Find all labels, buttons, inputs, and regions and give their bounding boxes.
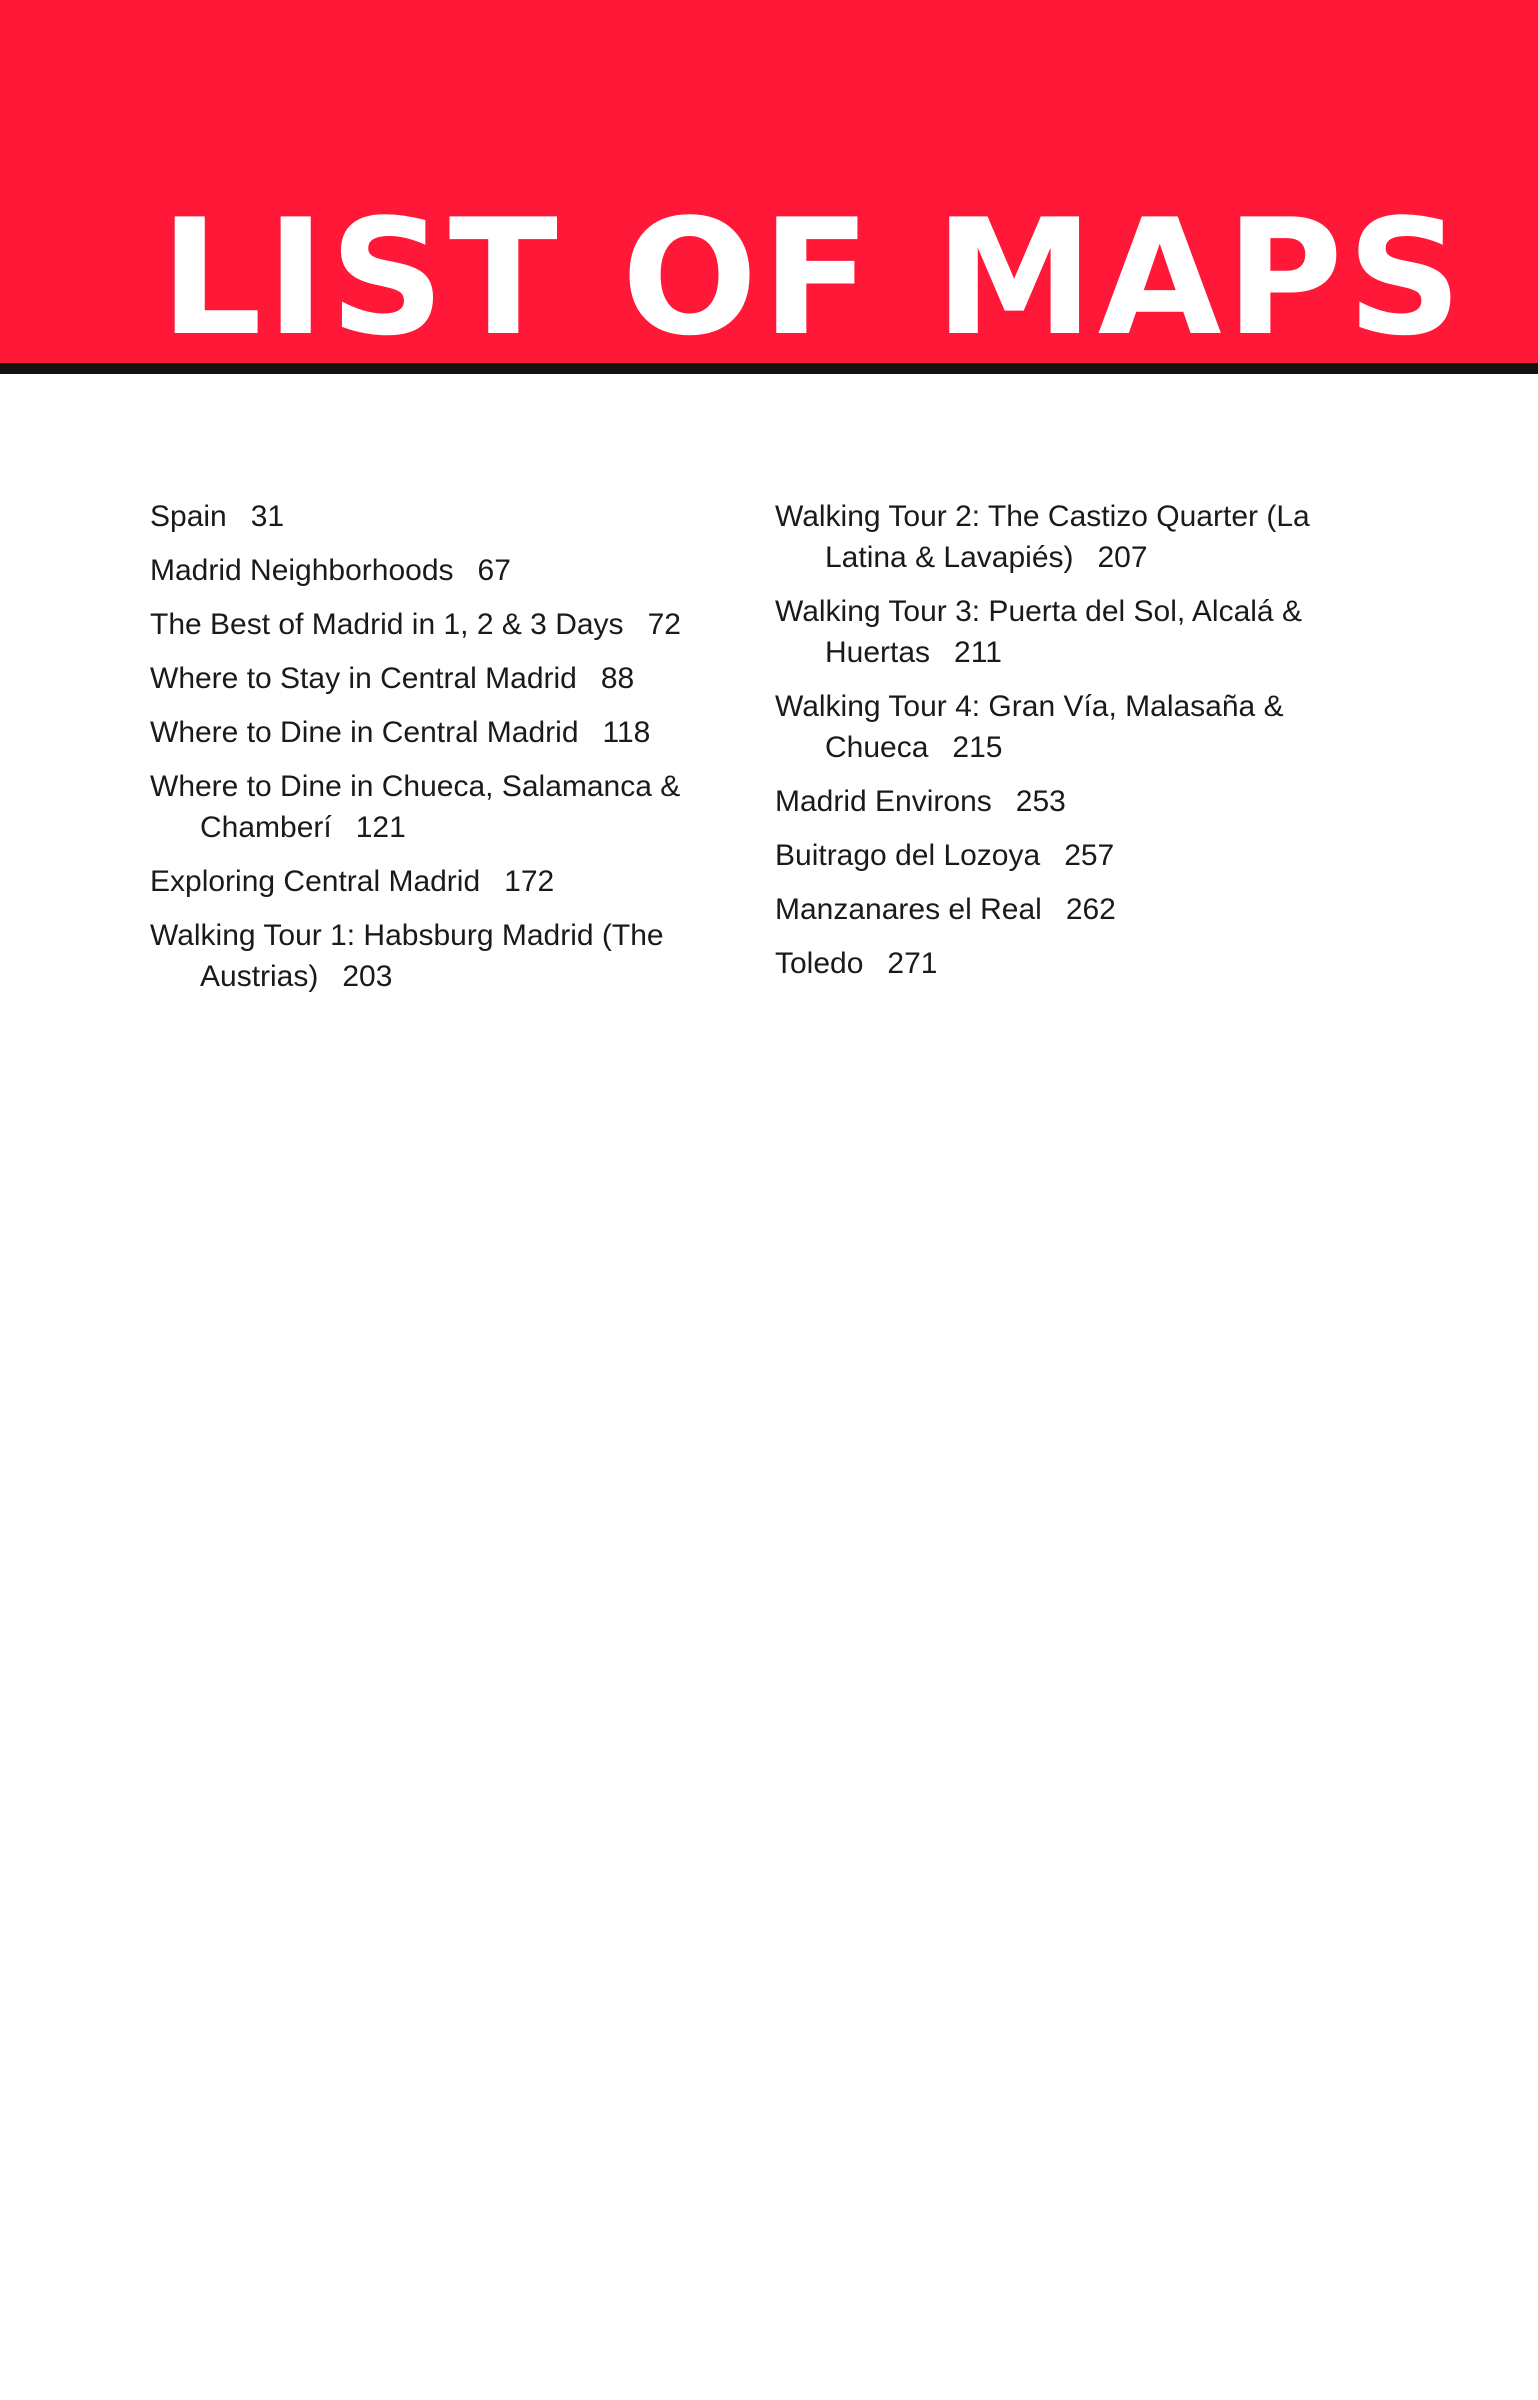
map-entry[interactable] (775, 591, 1395, 673)
map-title: Madrid Environs (775, 785, 992, 818)
map-page-number: 67 (477, 554, 511, 587)
map-title: Where to Stay in Central Madrid (150, 662, 577, 695)
map-title: Toledo (775, 947, 864, 980)
map-page-number: 88 (600, 662, 635, 695)
map-title: Where to Dine in Chueca, Salamanca & Chamberí (150, 770, 681, 844)
map-page-number: 72 (647, 608, 681, 641)
map-entry[interactable] (775, 686, 1395, 768)
map-entry[interactable] (150, 766, 770, 848)
map-page-number: 262 (1065, 893, 1116, 926)
map-page-number: 31 (250, 500, 285, 533)
map-title: Exploring Central Madrid (150, 865, 481, 898)
map-title: Walking Tour 4: Gran Vía, Malasaña & Chueca (775, 690, 1284, 764)
map-page-number: 203 (342, 960, 393, 993)
map-page-number: 207 (1097, 541, 1148, 574)
map-title: Where to Dine in Central Madrid (150, 716, 579, 749)
map-title: Madrid Neighborhoods (150, 554, 454, 587)
map-title: Buitrago del Lozoya (775, 839, 1041, 872)
map-page-number: 121 (355, 811, 406, 844)
map-page-number: 271 (887, 947, 938, 980)
map-entry[interactable] (150, 861, 770, 902)
map-page-number: 257 (1064, 839, 1115, 872)
map-list-right-column (775, 496, 1395, 997)
map-title: Walking Tour 1: Habsburg Madrid (The Austrias) (150, 919, 664, 993)
map-page-number: 172 (504, 865, 555, 898)
map-entry[interactable] (150, 496, 770, 537)
map-page-number: 215 (952, 731, 1003, 764)
map-entry[interactable] (775, 496, 1395, 578)
map-entry[interactable] (150, 915, 770, 997)
page-title: LIST OF MAPS (160, 184, 1467, 371)
map-entry[interactable] (775, 943, 1395, 984)
map-page-number: 211 (954, 636, 1002, 669)
map-list-left-column (150, 496, 770, 1010)
map-entry[interactable] (775, 835, 1395, 876)
map-entry[interactable] (150, 712, 770, 753)
map-page-number: 253 (1015, 785, 1066, 818)
map-title: Walking Tour 2: The Castizo Quarter (La Latina & Lavapiés) (775, 500, 1310, 574)
map-title: The Best of Madrid in 1, 2 & 3 Days (150, 608, 624, 641)
map-page-number: 118 (602, 716, 651, 749)
map-entry[interactable] (150, 604, 770, 645)
map-title: Spain (150, 500, 227, 533)
map-entry[interactable] (150, 550, 770, 591)
map-entry[interactable] (150, 658, 770, 699)
map-title: Manzanares el Real (775, 893, 1042, 926)
map-entry[interactable] (775, 889, 1395, 930)
map-entry[interactable] (775, 781, 1395, 822)
map-title: Walking Tour 3: Puerta del Sol, Alcalá & Huertas (775, 595, 1302, 669)
